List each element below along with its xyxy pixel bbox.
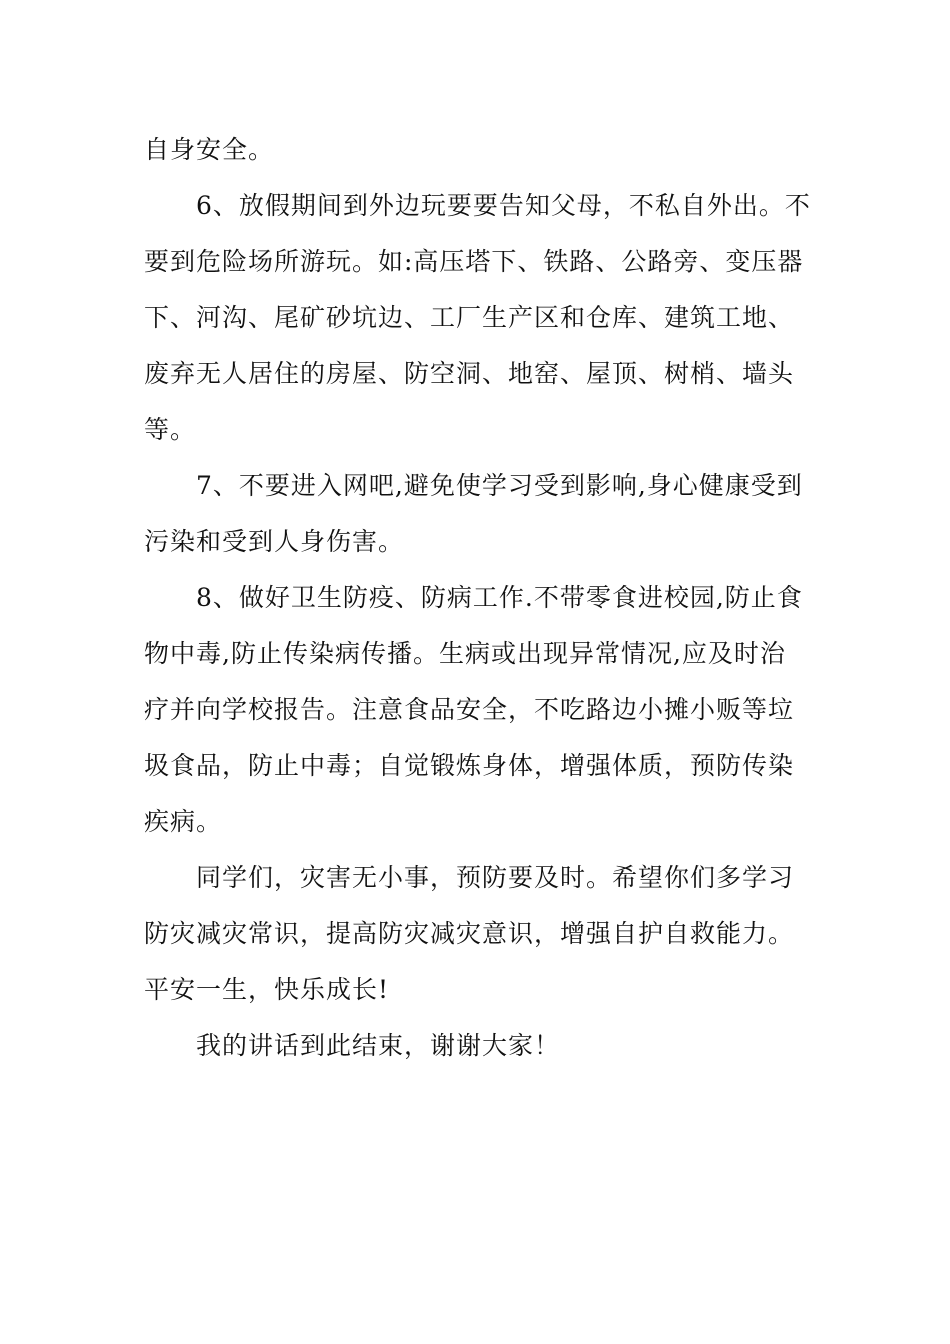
text-line: 6、放假期间到外边玩要要告知父母，不私自外出。不 bbox=[196, 191, 811, 220]
paragraph-continuation bbox=[144, 122, 814, 178]
text-line: 8、做好卫生防疫、防病工作.不带零食进校园,防止食 bbox=[196, 583, 803, 612]
text-line: 自身安全。 bbox=[144, 135, 275, 164]
text-line: 我的讲话到此结束，谢谢大家！ bbox=[196, 1031, 561, 1060]
paragraph-item-8 bbox=[144, 570, 814, 850]
text-line: 疗并向学校报告。注意食品安全，不吃路边小摊小贩等垃 bbox=[144, 695, 795, 724]
text-line: 平安一生，快乐成长! bbox=[144, 975, 390, 1004]
text-line: 同学们，灾害无小事，预防要及时。希望你们多学习 bbox=[196, 863, 795, 892]
text-line: 物中毒,防止传染病传播。生病或出现异常情况,应及时治 bbox=[144, 639, 786, 668]
document-body bbox=[144, 122, 814, 1074]
paragraph-closing-appeal bbox=[144, 850, 814, 1018]
text-line: 废弃无人居住的房屋、防空洞、地窑、屋顶、树梢、墙头 bbox=[144, 359, 795, 388]
paragraph-item-7 bbox=[144, 458, 814, 570]
text-line: 下、河沟、尾矿砂坑边、工厂生产区和仓库、建筑工地、 bbox=[144, 303, 795, 332]
paragraph-item-6 bbox=[144, 178, 814, 458]
text-line: 7、不要进入网吧,避免使学习受到影响,身心健康受到 bbox=[196, 471, 803, 500]
text-line: 等。 bbox=[144, 415, 197, 444]
text-line: 污染和受到人身伤害。 bbox=[144, 527, 405, 556]
text-line: 要到危险场所游玩。如:高压塔下、铁路、公路旁、变压器 bbox=[144, 247, 804, 276]
text-line: 疾病。 bbox=[144, 807, 223, 836]
paragraph-closing-thanks bbox=[144, 1018, 814, 1074]
text-line: 防灾减灾常识，提高防灾减灾意识，增强自护自救能力。 bbox=[144, 919, 795, 948]
text-line: 圾食品，防止中毒；自觉锻炼身体，增强体质，预防传染 bbox=[144, 751, 795, 780]
